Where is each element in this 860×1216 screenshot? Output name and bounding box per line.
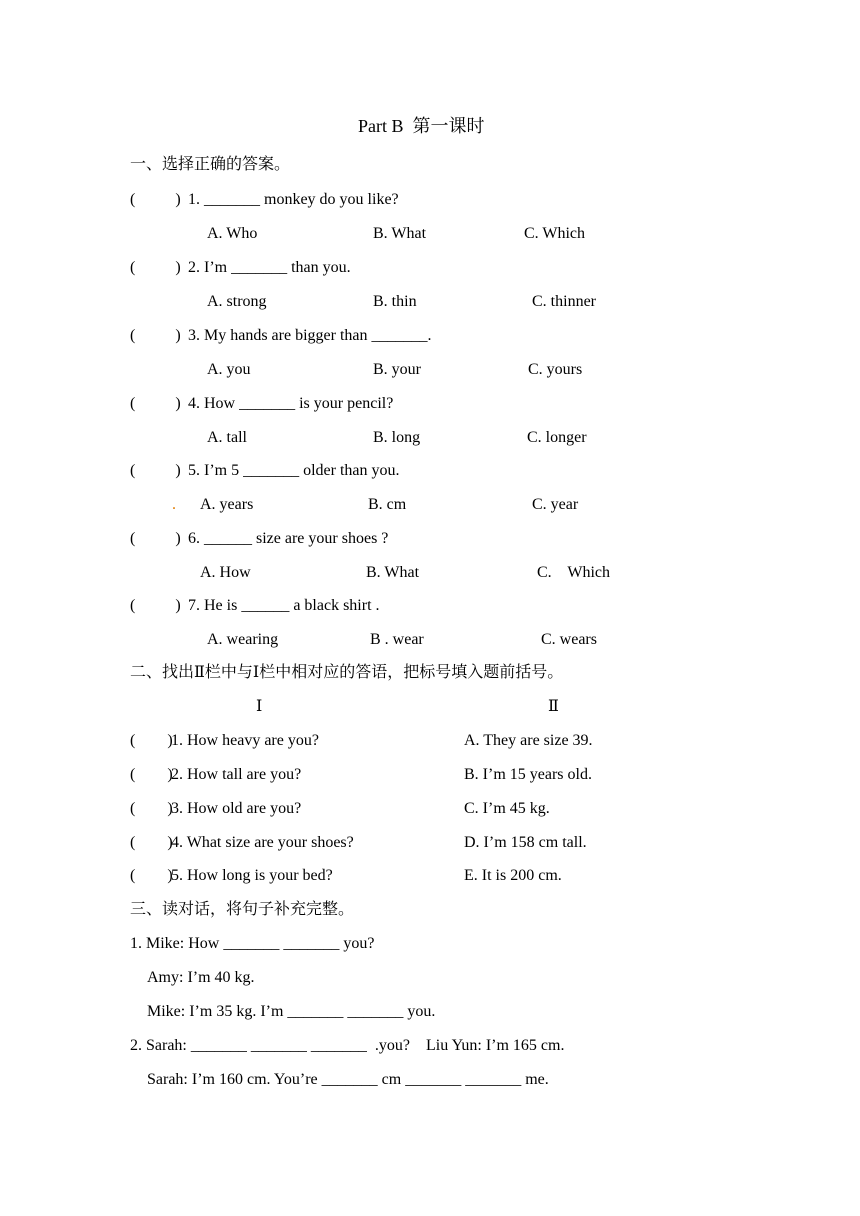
option-a: A. Who bbox=[207, 225, 258, 242]
match-question: 2. How tall are you? bbox=[171, 766, 302, 783]
question-text: 6. ______ size are your shoes ? bbox=[188, 530, 389, 547]
section1-heading: 一、选择正确的答案。 bbox=[130, 156, 291, 173]
option-c: C. longer bbox=[527, 429, 587, 446]
question-text: 3. My hands are bigger than _______. bbox=[188, 327, 432, 344]
match-question: 4. What size are your shoes? bbox=[171, 834, 354, 851]
answer-bracket: ( ) bbox=[130, 867, 173, 884]
option-c: C. thinner bbox=[532, 293, 596, 310]
answer-bracket: ( ) bbox=[130, 834, 173, 851]
option-c: C. yours bbox=[528, 361, 583, 378]
answer-bracket: ( ) bbox=[130, 597, 181, 614]
section2-heading: 二、找出Ⅱ栏中与Ⅰ栏中相对应的答语，把标号填入题前括号。 bbox=[130, 664, 564, 681]
option-c: C. Which bbox=[537, 564, 611, 581]
match-question: 5. How long is your bed? bbox=[171, 867, 333, 884]
option-b: B. What bbox=[366, 564, 420, 581]
column-header-2: Ⅱ bbox=[548, 698, 559, 715]
option-b: B. your bbox=[373, 361, 421, 378]
dialogue-line: 2. Sarah: _______ _______ _______ .you? Liu Yun: I’m 165 cm. bbox=[130, 1037, 565, 1054]
question-text: 2. I’m _______ than you. bbox=[188, 259, 351, 276]
answer-bracket: ( ) bbox=[130, 327, 181, 344]
match-answer: B. I’m 15 years old. bbox=[464, 766, 592, 783]
page-title: Part B 第一课时 bbox=[358, 116, 485, 136]
option-c: C. year bbox=[532, 496, 579, 513]
option-b: B. long bbox=[373, 429, 421, 446]
option-a: A. strong bbox=[207, 293, 267, 310]
answer-bracket: ( ) bbox=[130, 191, 181, 208]
answer-bracket: ( ) bbox=[130, 530, 181, 547]
question-text: 5. I’m 5 _______ older than you. bbox=[188, 462, 400, 479]
match-question: 3. How old are you? bbox=[171, 800, 302, 817]
option-a: A. How bbox=[200, 564, 251, 581]
match-question: 1. How heavy are you? bbox=[171, 732, 319, 749]
section3-heading: 三、读对话，将句子补充完整。 bbox=[130, 901, 355, 918]
answer-bracket: ( ) bbox=[130, 462, 181, 479]
match-answer: A. They are size 39. bbox=[464, 732, 593, 749]
option-b: B . wear bbox=[370, 631, 424, 648]
column-header-1: Ⅰ bbox=[256, 698, 263, 715]
option-b: B. What bbox=[373, 225, 427, 242]
option-c: C. wears bbox=[541, 631, 597, 648]
option-b: B. cm bbox=[368, 496, 407, 513]
match-answer: C. I’m 45 kg. bbox=[464, 800, 550, 817]
option-a: A. tall bbox=[207, 429, 247, 446]
dialogue-line: Mike: I’m 35 kg. I’m _______ _______ you. bbox=[147, 1003, 436, 1020]
option-a: A. you bbox=[207, 361, 251, 378]
question-text: 1. _______ monkey do you like? bbox=[188, 191, 399, 208]
stray-mark: . bbox=[172, 496, 176, 513]
answer-bracket: ( ) bbox=[130, 800, 173, 817]
match-answer: D. I’m 158 cm tall. bbox=[464, 834, 587, 851]
option-a: A. wearing bbox=[207, 631, 279, 648]
option-a: A. years bbox=[200, 496, 254, 513]
dialogue-line: Sarah: I’m 160 cm. You’re _______ cm _______ _______ me. bbox=[147, 1071, 549, 1088]
answer-bracket: ( ) bbox=[130, 732, 173, 749]
match-answer: E. It is 200 cm. bbox=[464, 867, 562, 884]
question-text: 4. How _______ is your pencil? bbox=[188, 395, 394, 412]
question-text: 7. He is ______ a black shirt . bbox=[188, 597, 380, 614]
dialogue-line: 1. Mike: How _______ _______ you? bbox=[130, 935, 375, 952]
option-b: B. thin bbox=[373, 293, 417, 310]
answer-bracket: ( ) bbox=[130, 395, 181, 412]
answer-bracket: ( ) bbox=[130, 259, 181, 276]
option-c: C. Which bbox=[524, 225, 586, 242]
dialogue-line: Amy: I’m 40 kg. bbox=[147, 969, 255, 986]
answer-bracket: ( ) bbox=[130, 766, 173, 783]
